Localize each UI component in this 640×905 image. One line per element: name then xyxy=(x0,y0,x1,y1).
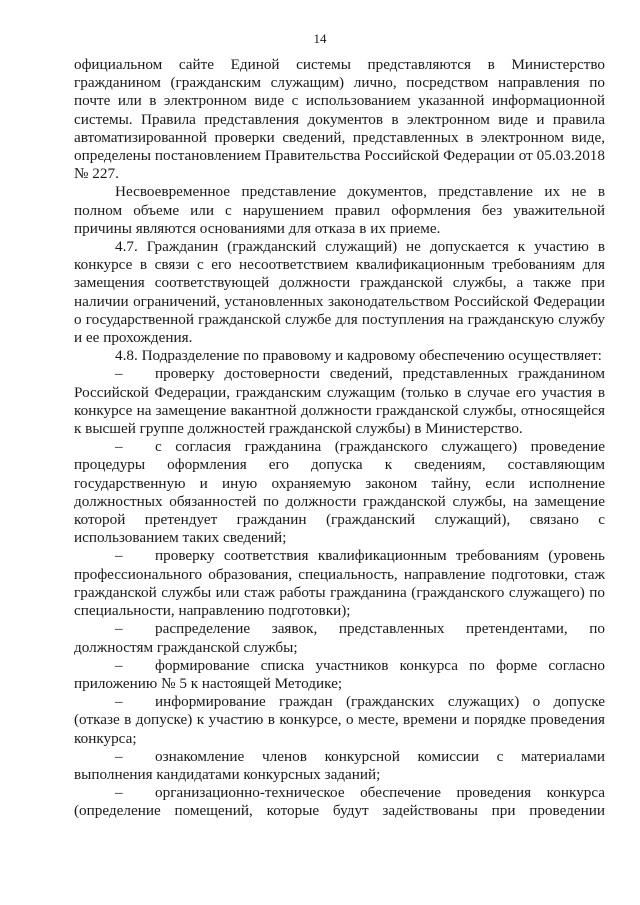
dash-bullet: – xyxy=(115,547,123,565)
list-item-text: с согласия гражданина (гражданского служащего) проведение процедуры оформления его допуска к сведениям, составляющим государственную и иную охраняемую законом тайну, если исполнение должностных обязанностей по должности гражданской службы, на замещение которой претендует гражданин (гражданский служащий), связано с использованием таких сведений; xyxy=(74,438,605,547)
paragraph-continuation: официальном сайте Единой системы представляются в Министерство гражданином (гражданским служащим) лично, посредством направления по почте или в электронном виде с использованием указанной информационной системы. Правила представления документов в электронном виде и правила автоматизированной проверки сведений, представленных в электронном виде, определены постановлением Правительства Российской Федерации от 05.03.2018 № 227. xyxy=(74,56,605,183)
list-item-text: ознакомление членов конкурсной комиссии с материалами выполнения кандидатами конкурсных заданий; xyxy=(74,747,605,783)
paragraph-4-8: 4.8. Подразделение по правовому и кадровому обеспечению осуществляет: xyxy=(115,347,602,365)
paragraph-4-7: 4.7. Гражданин (гражданский служащий) не допускается к участию в конкурсе в связи с его несоответствием квалификационным требованиям для замещения соответствующей должности гражданской службы, а также при наличии ограничений, установленных законодательством Российской Федерации о государственной гражданской службе для поступления на гражданскую службу и ее прохождения. xyxy=(74,238,605,347)
document-body xyxy=(74,56,605,821)
list-item-text: проверку соответствия квалификационным требованиям (уровень профессионального образования, специальность, направление подготовки, стаж гражданской службы или стаж работы гражданина (гражданского служащего) по специальности, направлению подготовки); xyxy=(74,547,605,620)
list-item-verification xyxy=(74,365,605,438)
list-item-text: организационно-техническое обеспечение проведения конкурса (определение помещений, которые будут задействованы при проведении xyxy=(74,784,605,820)
list-item-text: распределение заявок, представленных претендентами, по должностям гражданской службы; xyxy=(74,620,605,656)
dash-bullet: – xyxy=(115,784,123,802)
list-item-text: проверку достоверности сведений, представленных гражданином Российской Федерации, гражданским служащим (только в случае его участия в конкурсе на замещение вакантной должности гражданской службы, относящейся к высшей группе должностей гражданской службы) в Министерство. xyxy=(74,365,605,438)
dash-bullet: – xyxy=(115,747,123,765)
dash-bullet: – xyxy=(115,438,123,456)
list-item-organization xyxy=(74,784,605,820)
page-number: 14 xyxy=(313,31,327,46)
dash-bullet: – xyxy=(115,656,123,674)
list-item-familiarization xyxy=(74,748,605,784)
dash-bullet: – xyxy=(115,365,123,383)
list-item-text: формирование списка участников конкурса по форме согласно приложению № 5 к настоящей Методике; xyxy=(74,656,605,692)
list-item-distribution xyxy=(74,620,605,656)
list-item-participants-list xyxy=(74,657,605,693)
dash-bullet: – xyxy=(115,693,123,711)
list-item-informing xyxy=(74,693,605,748)
paragraph-late-submission: Несвоевременное представление документов, представление их не в полном объеме или с нарушением правил оформления без уважительной причины являются основаниями для отказа в их приеме. xyxy=(74,183,605,237)
list-item-text: информирование граждан (гражданских служащих) о допуске (отказе в допуске) к участию в конкурсе, о месте, времени и порядке проведения конкурса; xyxy=(74,693,605,747)
list-item-clearance xyxy=(74,438,605,547)
dash-bullet: – xyxy=(115,620,123,638)
list-item-qualification-check xyxy=(74,547,605,620)
